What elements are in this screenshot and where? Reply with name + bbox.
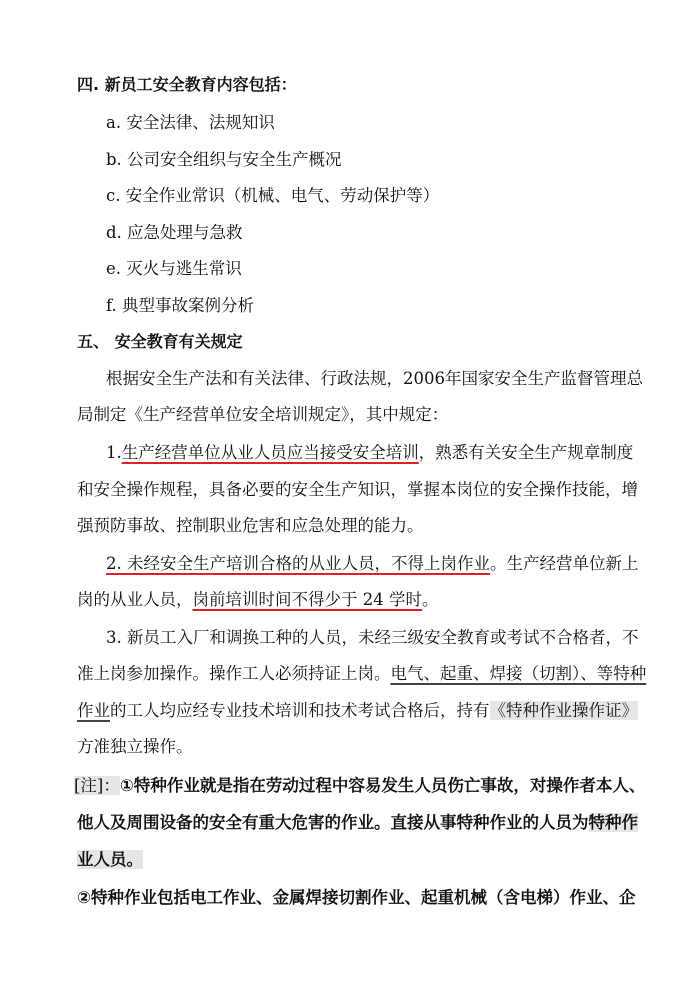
paragraph-line: 和安全操作规程，具备必要的安全生产知识，掌握本岗位的安全操作技能，增 <box>77 480 638 499</box>
list-item: e. 灭火与逃生常识 <box>106 259 242 278</box>
text-span: 准上岗参加操作。操作工人必须持证上岗。 <box>77 664 391 683</box>
rule-2-rest: 。生产经营单位新上 <box>490 554 639 573</box>
certificate-highlight: 《特种作业操作证》 <box>489 701 638 720</box>
note-line-4: ②特种作业包括电工作业、金属焊接切割作业、起重机械（含电梯）作业、企 <box>77 888 636 907</box>
text-span: ①特种作业就是指在劳动过程中容易发生人员伤亡事故，对操作者本人、 <box>119 776 646 795</box>
note-highlight: 特种作 <box>588 813 638 832</box>
note-line-3 <box>77 848 143 872</box>
list-item: a. 安全法律、法规知识 <box>106 113 275 132</box>
text-span: 他人及周围设备的安全有重大危害的作业。直接从事特种作业的人员为 <box>77 813 589 832</box>
list-item: b. 公司安全组织与安全生产概况 <box>106 150 342 169</box>
note-line-1 <box>74 774 645 798</box>
operations-underlined: 作业 <box>77 701 110 720</box>
text-span: 的工人均应经专业技术培训和技术考试合格后，持有 <box>110 701 490 720</box>
paragraph-line: 局制定《生产经营单位安全培训规定》，其中规定： <box>77 405 449 424</box>
section4-heading: 四. 新员工安全教育内容包括： <box>77 75 297 94</box>
rule-1-rest: ，熟悉有关安全生产规章制度 <box>418 443 634 462</box>
rule-3-line-3 <box>77 699 638 723</box>
rule-2-line <box>106 552 639 576</box>
rule-1-line <box>106 441 633 465</box>
section5-heading: 五、 安全教育有关规定 <box>77 332 243 351</box>
text-span: 。 <box>422 590 439 609</box>
rule-2-underlined-2: 岗前培训时间不得少于 24 学时 <box>192 590 422 609</box>
note-line-2 <box>77 811 638 835</box>
paragraph-line: 3. 新员工入厂和调换工种的人员，未经三级安全教育或考试不合格者，不 <box>106 628 639 647</box>
paragraph-line: 根据安全生产法和有关法律、行政法规，2006年国家安全生产监督管理总 <box>106 369 643 388</box>
rule-2-underlined: 2. 未经安全生产培训合格的从业人员，不得上岗作业 <box>106 554 490 573</box>
list-item: f. 典型事故案例分析 <box>106 296 255 315</box>
special-operations-underlined: 电气、起重、焊接（切割）、等特种 <box>390 664 647 683</box>
note-highlight-2: 业人员。 <box>77 850 143 869</box>
text-span: 岗的从业人员， <box>77 590 193 609</box>
rule-2-line-2 <box>77 588 439 612</box>
rule-3-line-2 <box>77 662 646 686</box>
list-item: d. 应急处理与急救 <box>106 223 243 242</box>
list-item: c. 安全作业常识（机械、电气、劳动保护等） <box>106 186 440 205</box>
rule-1-underlined: 生产经营单位从业人员应当接受安全培训 <box>121 443 419 462</box>
rule-1-number: 1. <box>106 443 122 462</box>
paragraph-line: 方准独立操作。 <box>77 737 193 756</box>
paragraph-line: 强预防事故、控制职业危害和应急处理的能力。 <box>77 516 424 535</box>
note-tag: [注]： <box>74 776 120 795</box>
